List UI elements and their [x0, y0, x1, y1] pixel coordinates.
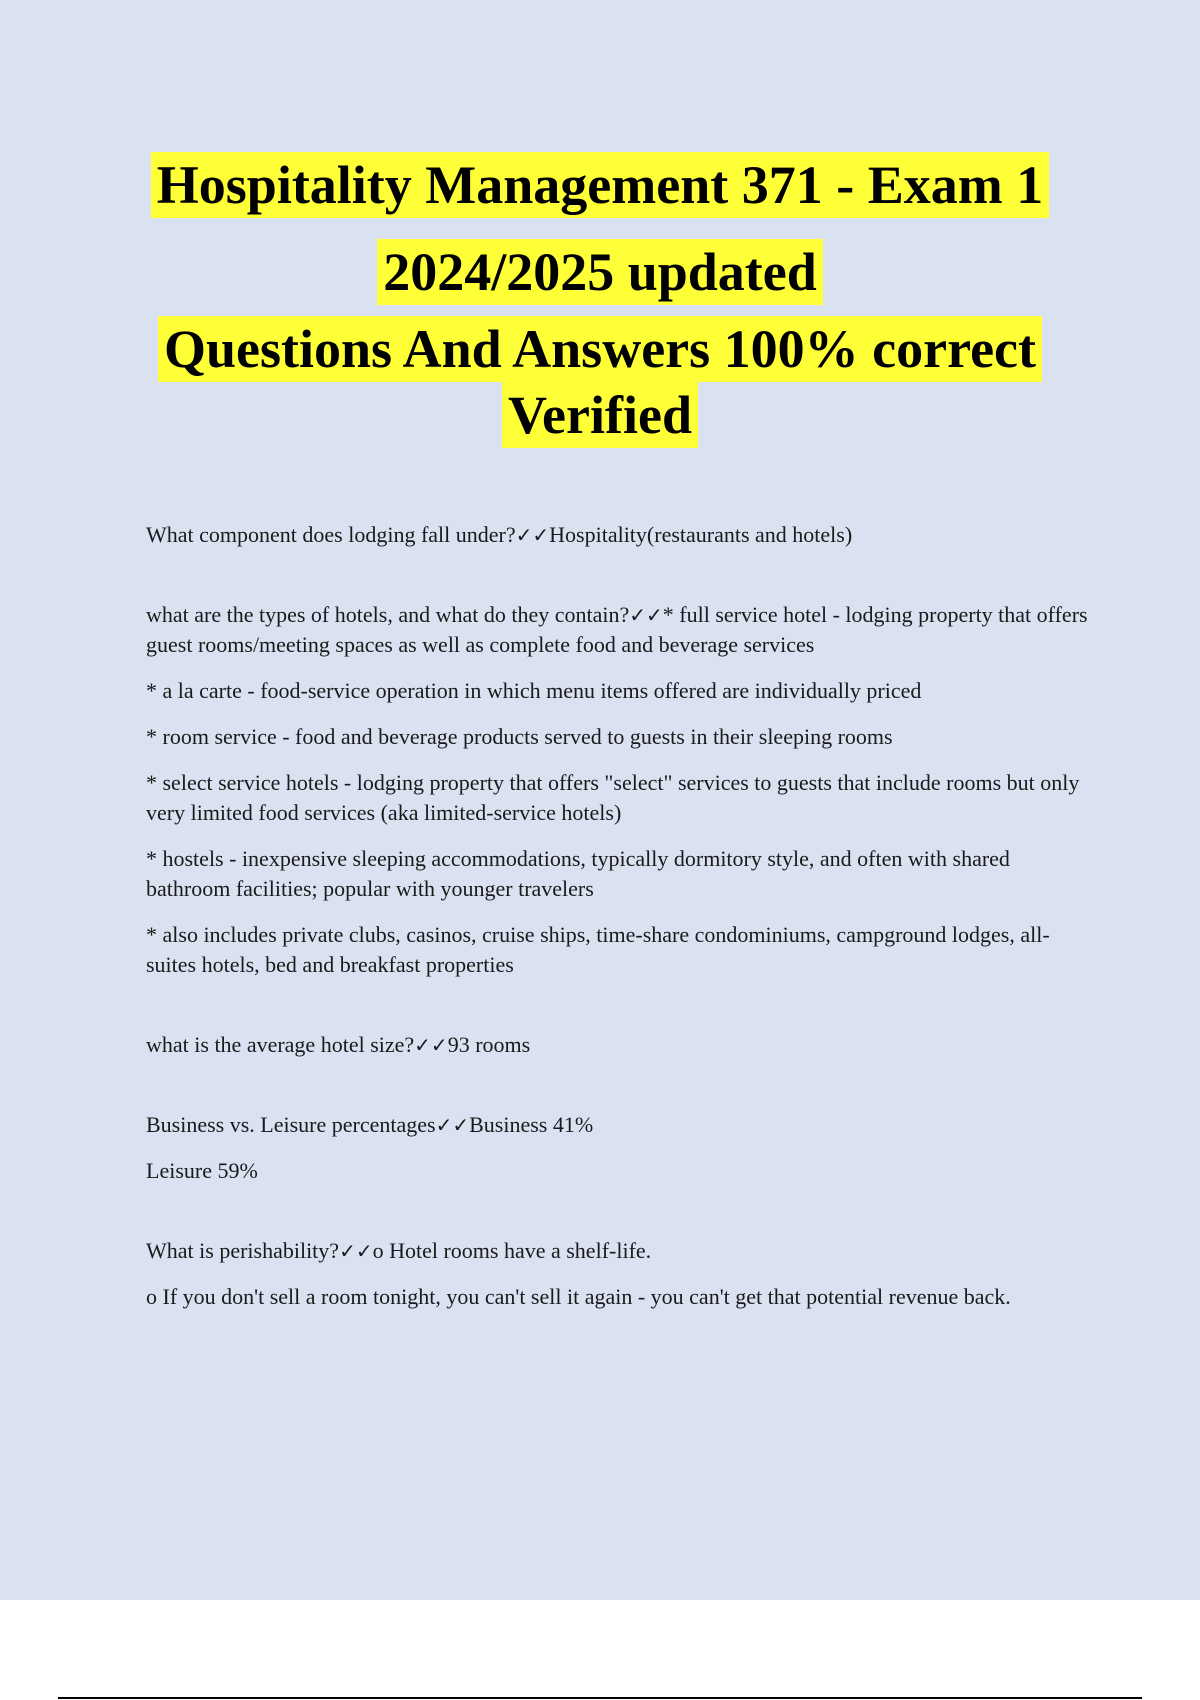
- question-text: Business vs. Leisure percentages: [146, 1112, 436, 1137]
- answer-text: Hospitality(restaurants and hotels): [549, 522, 853, 547]
- question-text: what are the types of hotels, and what do they contain?: [146, 602, 630, 627]
- answer-text: o Hotel rooms have a shelf-life.: [372, 1238, 652, 1263]
- check-icon: ✓✓: [435, 1113, 470, 1137]
- check-icon: ✓✓: [414, 1033, 448, 1057]
- qa-item-2: [146, 600, 1096, 660]
- answer-text: * full service hotel - lodging property that offers guest rooms/meeting spaces as well as complete food and beverage services: [146, 602, 1088, 657]
- check-icon: ✓✓: [339, 1239, 373, 1263]
- qa-item-3: [146, 1030, 1096, 1060]
- check-icon: ✓✓: [629, 603, 663, 627]
- answer-line: * room service - food and beverage products served to guests in their sleeping rooms: [146, 724, 893, 749]
- title-line-3: Questions And Answers 100% correct: [158, 316, 1042, 382]
- document-title: [0, 142, 1200, 448]
- answer-line: o If you don't sell a room tonight, you can't sell it again - you can't get that potential revenue back.: [146, 1284, 1011, 1309]
- answer-line: * a la carte - food-service operation in which menu items offered are individually priced: [146, 678, 922, 703]
- question-text: What component does lodging fall under?: [146, 522, 516, 547]
- answer-text: 93 rooms: [447, 1032, 531, 1057]
- qa-item-4: [146, 1110, 1096, 1140]
- qa-content: [146, 520, 1096, 1328]
- title-line-2: 2024/2025 updated: [377, 239, 823, 305]
- title-line-1: Hospitality Management 371 - Exam 1: [151, 152, 1049, 218]
- qa-item-5: [146, 1236, 1096, 1266]
- footer-divider: [58, 1697, 1142, 1699]
- answer-line: * also includes private clubs, casinos, cruise ships, time-share condominiums, campground lodges, all-suites hotels, bed and breakfast properties: [146, 922, 1050, 977]
- answer-line: * select service hotels - lodging property that offers "select" services to guests that include rooms but only very limited food services (aka limited-service hotels): [146, 770, 1080, 825]
- question-text: what is the average hotel size?: [146, 1032, 415, 1057]
- check-icon: ✓✓: [515, 523, 550, 547]
- question-text: What is perishability?: [146, 1238, 340, 1263]
- answer-text: Business 41%: [469, 1112, 594, 1137]
- answer-line: Leisure 59%: [146, 1158, 258, 1183]
- title-line-4: Verified: [502, 382, 698, 448]
- answer-line: * hostels - inexpensive sleeping accommodations, typically dormitory style, and often with shared bathroom facilities; popular with younger travelers: [146, 846, 1010, 901]
- qa-item-1: [146, 520, 1096, 550]
